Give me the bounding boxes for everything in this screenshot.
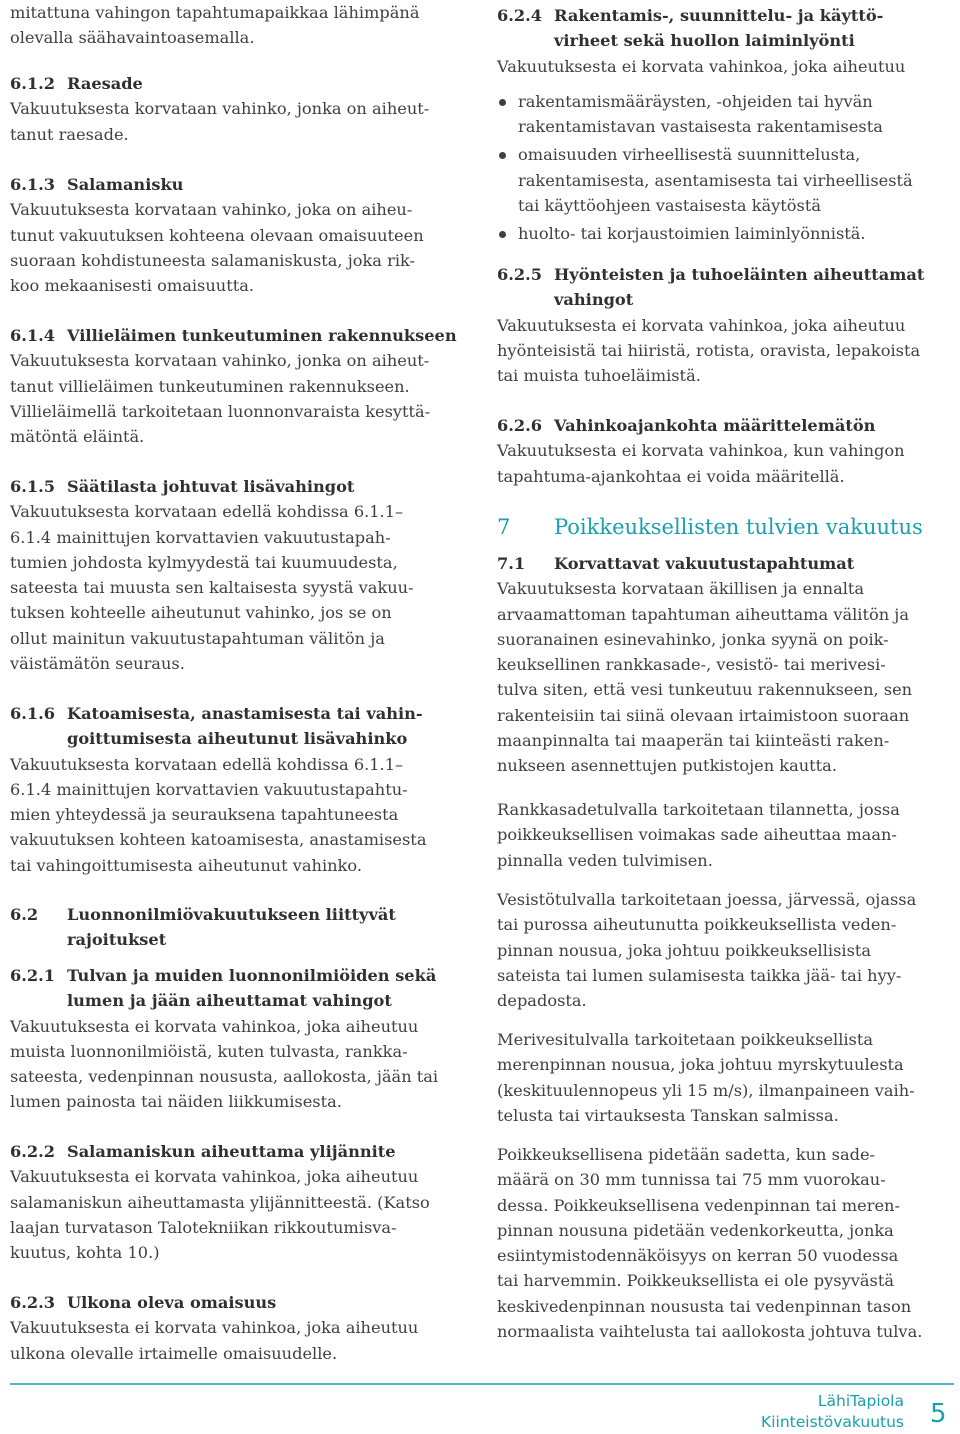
text-line: rakentamismääräysten, -ohjeiden tai hyvän (518, 91, 873, 111)
section-6-2-5 (497, 262, 957, 388)
text-line: keuksellinen rankkasade-, vesistö- tai merivesi- (497, 655, 886, 675)
section-body (10, 348, 470, 449)
text-line: sateesta tai muusta sen kaltaisesta syystä vakuu- (10, 578, 414, 598)
text-line: depadosta. (497, 991, 587, 1011)
text-line: tapahtuma-ajankohtaa ei voida määritellä. (497, 466, 845, 486)
text-line: Vakuutuksesta korvataan vahinko, jonka on aiheut- (10, 99, 430, 119)
heading (497, 3, 957, 54)
section-title (67, 1290, 470, 1315)
section-6-2 (10, 902, 470, 953)
bullet-item (497, 221, 957, 246)
text-line: Korvattavat vakuutustapahtumat (554, 554, 855, 573)
section-title (554, 262, 957, 313)
text-line: mien yhteydessä ja seurauksena tapahtuneesta (10, 805, 399, 825)
footer-rule (10, 1383, 954, 1385)
text-line: pinnalla veden tulvimisen. (497, 850, 713, 870)
text-line: suoranainen esinevahinko, jonka syynä on poik- (497, 629, 889, 649)
text-line: rakenteisiin tai siinä olevaan irtaimistoon suoraan (497, 705, 910, 725)
chapter-heading (497, 513, 957, 541)
section-number: 6.2.2 (10, 1142, 56, 1161)
text-line: Villieläimellä tarkoitetaan luonnonvaraista kesyttä- (10, 401, 431, 421)
text-line: virheet sekä huollon laiminlyönti (554, 31, 855, 51)
section-title (67, 323, 470, 348)
brand-block (700, 1391, 904, 1433)
text-line: vakuutuksen kohteen katoamisesta, anastamisesta (10, 830, 427, 850)
text-line: (keskituulennopeus yli 15 m/s), ilmanpaineen vaih- (497, 1080, 915, 1100)
text-line: omaisuuden virheellisestä suunnittelusta, (518, 145, 861, 165)
section-6-2-4 (497, 3, 957, 247)
text-line: mitattuna vahingon tapahtumapaikkaa lähimpänä (10, 3, 420, 22)
heading (10, 172, 470, 197)
section-number: 6.2.1 (10, 966, 56, 985)
text-line: tai muista tuhoeläimistä. (497, 366, 701, 386)
text-line: rakentamistavan vastaisesta rakentamisesta (518, 117, 883, 137)
text-line: tai käyttöohjeen vastaisesta käytöstä (518, 196, 822, 216)
section-6-2-1 (10, 963, 470, 1115)
paragraph-vesistotulva (497, 887, 957, 1013)
text-line: Vakuutuksesta korvataan edellä kohdissa 6.1.1– (10, 754, 404, 774)
text-line: arvaamattoman tapahtuman aiheuttama välitön ja (497, 604, 909, 624)
text-line: kuutus, kohta 10.) (10, 1243, 160, 1263)
text-line: väistämätön seuraus. (10, 654, 185, 674)
section-6-2-6 (497, 413, 957, 489)
paragraph-poikkeuksellisuus (497, 1142, 957, 1344)
text-line: Vakuutuksesta ei korvata vahinkoa, joka aiheutuu (10, 1167, 419, 1187)
heading (10, 474, 470, 499)
section-title (554, 3, 957, 54)
brand-name: LähiTapiola (817, 1392, 904, 1410)
text-line: Katoamisesta, anastamisesta tai vahin- (67, 704, 423, 723)
heading (10, 71, 470, 96)
text-line: dessa. Poikkeuksellisena vedenpinnan tai meren- (497, 1195, 900, 1215)
text-line: pinnan nousuna pidetään vedenkorkeutta, jonka (497, 1220, 894, 1240)
section-title (67, 701, 470, 752)
text-line: määrä on 30 mm tunnissa tai 75 mm vuorokau- (497, 1170, 886, 1190)
heading (10, 1139, 470, 1164)
text-line: lumen ja jään aiheuttamat vahingot (67, 991, 392, 1011)
section-number: 6.2.3 (10, 1293, 56, 1312)
text-line: telusta tai virtauksesta Tanskan salmissa. (497, 1105, 839, 1125)
text-line: Rankkasadetulvalla tarkoitetaan tilannetta, jossa (497, 800, 900, 819)
text-line: Villieläimen tunkeutuminen rakennukseen (67, 326, 457, 345)
text-line: rakentamisesta, asentamisesta tai virheellisestä (518, 170, 913, 190)
bullet-item (497, 142, 957, 218)
chapter-7 (497, 513, 957, 541)
text-line: tai vahingoittumisesta aiheutunut vahinko. (10, 855, 362, 875)
text-line: Vakuutuksesta korvataan vahinko, jonka on aiheut- (10, 351, 430, 371)
section-title (67, 963, 470, 1014)
section-number: 6.1.6 (10, 704, 56, 723)
text-line: maanpinnalta tai maaperän tai kiinteästi raken- (497, 731, 890, 751)
paragraph-rankkasadetulva (497, 797, 957, 873)
section-title (67, 1139, 470, 1164)
text-line: ulkona olevalle irtaimelle omaisuudelle. (10, 1343, 338, 1363)
heading (10, 1290, 470, 1315)
text-line: tumien johdosta kylmyydestä tai kuumuudesta, (10, 552, 398, 572)
section-title (554, 551, 957, 576)
section-7-1 (497, 551, 957, 779)
text-line: Raesade (67, 74, 143, 93)
text-line: 6.1.4 mainittujen korvattavien vakuutustapahtu- (10, 779, 408, 799)
text-line: tuksen kohteelle aiheutunut vahinko, jos se on (10, 603, 392, 623)
text-line: Salamaniskun aiheuttama ylijännite (67, 1142, 396, 1161)
section-number: 6.2 (10, 905, 39, 924)
text-line: Vakuutuksesta korvataan äkillisen ja ennalta (497, 579, 865, 599)
section-number: 7.1 (497, 554, 526, 573)
text-line: Vakuutuksesta korvataan vahinko, joka on aiheu- (10, 200, 413, 220)
text-line: sateista tai lumen sulamisesta taikka jää- tai hyy- (497, 965, 902, 985)
text-line: tanut villieläimen tunkeutuminen rakennukseen. (10, 376, 410, 396)
text-line: hyönteisistä tai hiiristä, rotista, oravista, lepakoista (497, 340, 921, 360)
text-line: 6.1.4 mainittujen korvattavien vakuutustapah- (10, 527, 391, 547)
text-line: goittumisesta aiheutunut lisävahinko (67, 729, 408, 749)
heading (497, 413, 957, 438)
section-body (10, 1315, 470, 1366)
section-body (10, 499, 470, 676)
text-line: Merivesitulvalla tarkoitetaan poikkeuksellista (497, 1030, 874, 1049)
text-line: Vahinkoajankohta määrittelemätön (554, 416, 876, 435)
text-line: Luonnonilmiövakuutukseen liittyvät (67, 905, 396, 924)
section-number: 6.2.4 (497, 6, 543, 25)
heading (10, 963, 470, 1014)
text-line: Hyönteisten ja tuhoeläinten aiheuttamat (554, 265, 925, 284)
text-line: huolto- tai korjaustoimien laiminlyönnistä. (518, 224, 866, 244)
section-number: 6.1.3 (10, 175, 56, 194)
section-title (67, 172, 470, 197)
section-6-1-6 (10, 701, 470, 878)
text-line: Tulvan ja muiden luonnonilmiöiden sekä (67, 966, 437, 985)
text-line: Vakuutuksesta ei korvata vahinkoa, kun vahingon (497, 441, 905, 461)
text-line: Vakuutuksesta ei korvata vahinkoa, joka aiheutuu (10, 1016, 419, 1036)
text-line: Säätilasta johtuvat lisävahingot (67, 477, 355, 496)
text-line: poikkeuksellisen voimakas sade aiheuttaa maan- (497, 825, 897, 845)
text-line: nukseen asennettujen putkistojen kautta. (497, 756, 837, 776)
section-number: 6.2.6 (497, 416, 543, 435)
section-6-1-3 (10, 172, 470, 298)
text-line: Ulkona oleva omaisuus (67, 1293, 277, 1312)
heading (10, 323, 470, 348)
text-line: olevalla säähavaintoasemalla. (10, 28, 255, 48)
section-number: 6.1.2 (10, 74, 56, 93)
text-line: normaalista vaihtelusta tai aallokosta johtuva tulva. (497, 1322, 923, 1342)
chapter-number: 7 (497, 515, 511, 539)
text-line: salamaniskun aiheuttamasta ylijännitteestä. (Katso (10, 1192, 430, 1212)
text-line: Vakuutuksesta korvataan edellä kohdissa 6.1.1– (10, 502, 404, 522)
text-line: laajan turvatason Talotekniikan rikkoutumisva- (10, 1217, 397, 1237)
text-line: mätöntä eläintä. (10, 427, 145, 447)
text-line: Vakuutuksesta ei korvata vahinkoa, joka aiheutuu (497, 315, 906, 335)
section-6-1-2 (10, 71, 470, 147)
text-line: Salamanisku (67, 175, 184, 194)
paragraph-merivesitulva (497, 1027, 957, 1128)
heading (10, 701, 470, 752)
section-title (67, 71, 470, 96)
text-line: Vesistötulvalla tarkoitetaan joessa, järvessä, ojassa (497, 890, 917, 909)
text-line: koo mekaanisesti omaisuutta. (10, 276, 254, 296)
section-body (10, 1164, 470, 1265)
section-number: 6.1.5 (10, 477, 56, 496)
heading (497, 551, 957, 576)
section-body (10, 1014, 470, 1115)
section-6-1-5 (10, 474, 470, 676)
text-line: rajoitukset (67, 930, 167, 950)
section-title (67, 474, 470, 499)
section-body (10, 96, 470, 147)
section-body (10, 197, 470, 298)
text-line: muista luonnonilmiöistä, kuten tulvasta, rankka- (10, 1041, 408, 1061)
text-line: Rakentamis-, suunnittelu- ja käyttö- (554, 6, 884, 25)
section-body (497, 438, 957, 489)
text-line: tunut vakuutuksen kohteena olevaan omaisuuteen (10, 225, 424, 245)
text-line: vahingot (554, 290, 634, 310)
text-line: tulva siten, että vesi tunkeutuu rakennukseen, sen (497, 680, 913, 700)
text-line: sateesta, vedenpinnan noususta, aallokosta, jään tai (10, 1067, 439, 1087)
text-line: keskivedenpinnan noususta tai vedenpinnan tason (497, 1296, 912, 1316)
section-6-1-4 (10, 323, 470, 449)
text-line: pinnan nousua, joka johtuu poikkeuksellisista (497, 940, 872, 960)
section-body (497, 54, 957, 79)
section-body (497, 313, 957, 389)
text-line: Vakuutuksesta ei korvata vahinkoa, joka aiheutuu (497, 56, 906, 76)
intro-paragraph (10, 0, 470, 51)
section-title (554, 413, 957, 438)
bullet-item (497, 89, 957, 140)
text-line: tai harvemmin. Poikkeuksellista ei ole pysyvästä (497, 1271, 894, 1291)
section-number: 6.2.5 (497, 265, 543, 284)
text-line: merenpinnan nousua, joka johtuu myrskytuulesta (497, 1055, 904, 1075)
text-line: Vakuutuksesta ei korvata vahinkoa, joka aiheutuu (10, 1318, 419, 1338)
text-line: lumen painosta tai näiden liikkumisesta. (10, 1092, 342, 1112)
section-number: 6.1.4 (10, 326, 56, 345)
text-line: esiintymistodennäköisyys on kerran 50 vuodessa (497, 1246, 899, 1266)
document-name: Kiinteistövakuutus (761, 1413, 904, 1431)
text-line: Poikkeuksellisena pidetään sadetta, kun sade- (497, 1145, 876, 1164)
text-line: ollut mainitun vakuutustapahtuman välitön ja (10, 628, 385, 648)
section-body (497, 576, 957, 778)
section-6-2-3 (10, 1290, 470, 1366)
section-6-2-2 (10, 1139, 470, 1265)
section-title (67, 902, 470, 953)
text-line: tanut raesade. (10, 124, 129, 144)
heading (497, 262, 957, 313)
page-number: 5 (930, 1399, 947, 1429)
bullet-list (497, 89, 957, 247)
text-line: suoraan kohdistuneesta salamaniskusta, joka rik- (10, 250, 416, 270)
section-body (10, 752, 470, 878)
chapter-title: Poikkeuksellisten tulvien vakuutus (554, 515, 923, 539)
text-line: tai purossa aiheutunutta poikkeuksellista veden- (497, 915, 897, 935)
heading (10, 902, 470, 953)
